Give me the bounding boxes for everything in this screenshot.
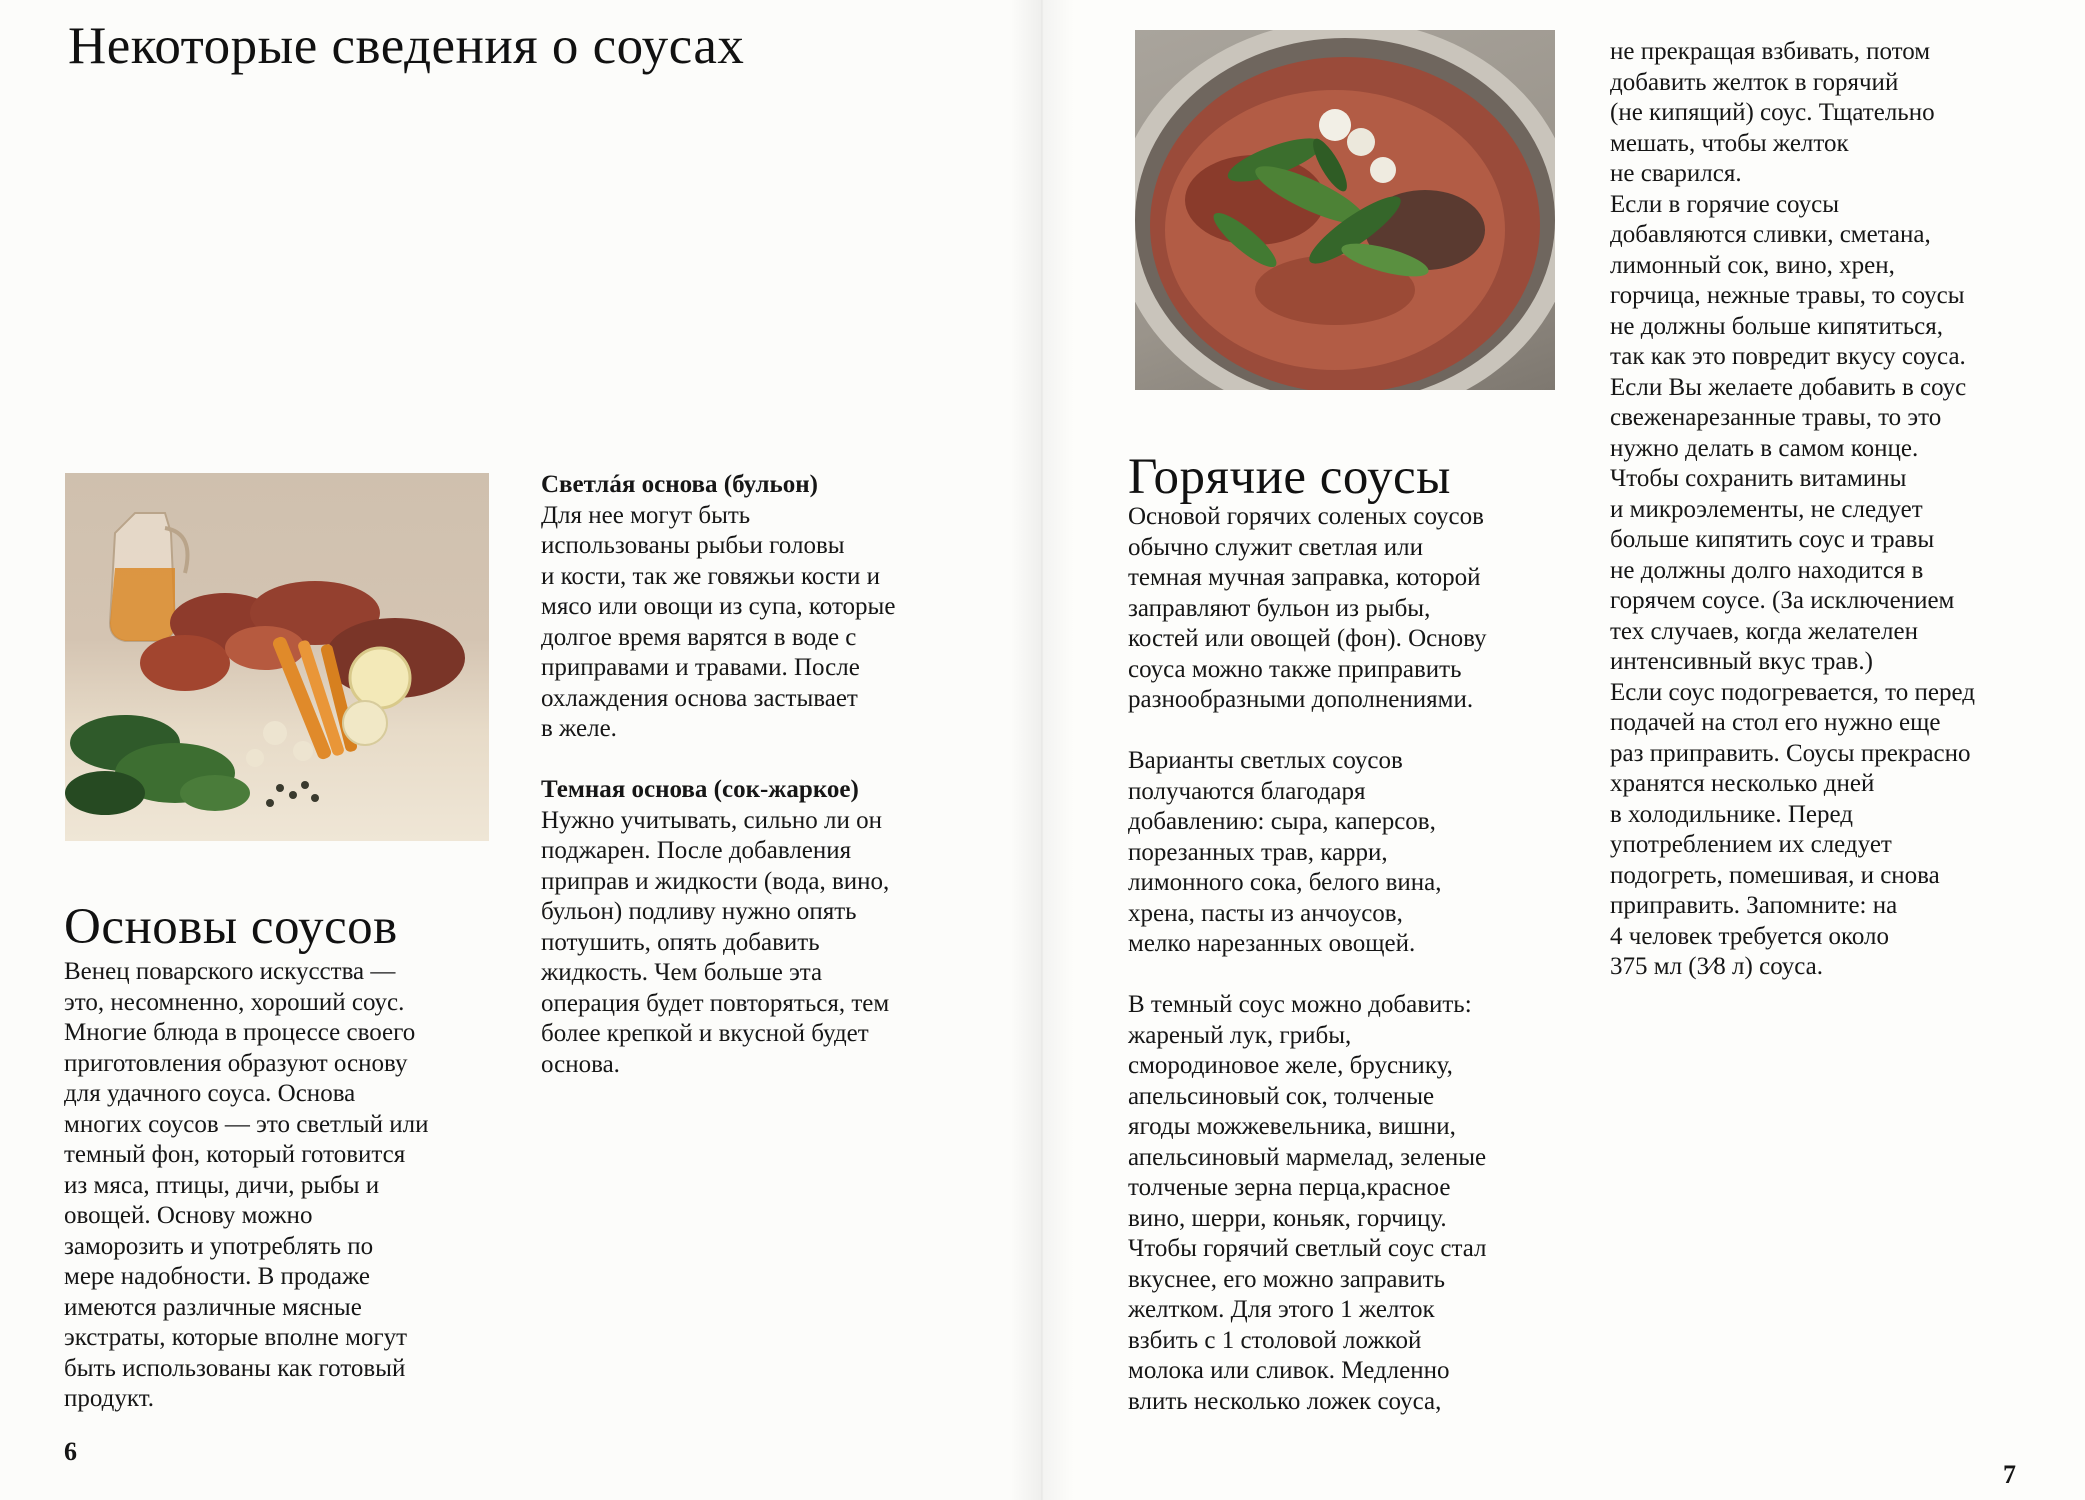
text-line: Нужно учитывать, сильно ли он xyxy=(541,806,883,834)
section-heading-sauce-bases: Основы соусов xyxy=(64,899,398,955)
text-line: приправами и травами. После xyxy=(541,654,860,681)
text-line: не должны больше кипятиться, xyxy=(1610,312,1944,340)
text-line: не прекращая взбивать, потом xyxy=(1610,38,1931,65)
pot-with-stock-photo xyxy=(1135,30,1555,390)
text-line: Варианты светлых соусов xyxy=(1128,747,1403,774)
text-line: толченые зерна перца,красное xyxy=(1128,1174,1451,1201)
right-column-text xyxy=(1610,37,1975,983)
text-line: Если в горячие соусы xyxy=(1610,190,1839,218)
text-line: соуса можно также приправить xyxy=(1128,655,1462,683)
text-line: Чтобы горячий светлый соус стал xyxy=(1128,1235,1487,1262)
text-line: апельсиновый сок, толченые xyxy=(1128,1082,1435,1110)
section-heading-hot-sauces: Горячие соусы xyxy=(1128,449,1451,505)
text-line: взбить с 1 столовой ложкой xyxy=(1128,1326,1422,1354)
text-line: В темный соус можно добавить: xyxy=(1128,991,1472,1018)
text-line: молока или сливок. Медленно xyxy=(1128,1357,1450,1384)
text-line: Если соус подогревается, то перед xyxy=(1610,678,1975,706)
text-line: долгое время варятся в воде с xyxy=(541,623,857,651)
text-line: вино, шерри, коньяк, горчицу. xyxy=(1128,1204,1447,1232)
hot-sauces-text xyxy=(1128,502,1487,1417)
text-line: интенсивный вкус трав.) xyxy=(1610,648,1873,675)
text-line: влить несколько ложек соуса, xyxy=(1128,1387,1442,1415)
sauce-bases-text xyxy=(64,957,429,1415)
text-line: поджарен. После добавления xyxy=(541,837,852,864)
text-line: мелко нарезанных овощей. xyxy=(1128,930,1416,957)
text-line: хрена, пасты из анчоусов, xyxy=(1128,899,1403,927)
light-base-section xyxy=(541,470,895,1080)
text-line: горячем соусе. (За исключением xyxy=(1610,587,1955,614)
text-line: это, несомненно, хороший соус. xyxy=(64,988,405,1016)
text-line: Венец поварского искусства — xyxy=(64,958,396,985)
text-line: Чтобы сохранить витамины xyxy=(1610,465,1907,492)
text-line: темная мучная заправка, которой xyxy=(1128,564,1481,591)
text-line: быть использованы как готовый xyxy=(64,1354,406,1382)
book-gutter xyxy=(1010,0,1074,1500)
text-line: раз приправить. Соусы прекрасно xyxy=(1610,739,1971,767)
text-line: лимонный сок, вино, хрен, xyxy=(1610,251,1895,279)
text-line: порезанных трав, карри, xyxy=(1128,838,1388,866)
text-line: жареный лук, грибы, xyxy=(1128,1021,1352,1049)
text-line: разнообразными дополнениями. xyxy=(1128,686,1474,713)
text-line: продукт. xyxy=(64,1385,154,1412)
text-line: овощей. Основу можно xyxy=(64,1202,313,1229)
text-line: получаются благодаря xyxy=(1128,777,1366,805)
text-line: приправ и жидкости (вода, вино, xyxy=(541,867,890,895)
light-base-heading: Светлáя основа (бульон) xyxy=(541,471,818,498)
sauce-ingredients-photo xyxy=(65,473,489,841)
text-line: экстраты, которые вполне могут xyxy=(64,1324,408,1351)
text-line: (не кипящий) соус. Тщательно xyxy=(1610,99,1935,126)
text-line: желтком. Для этого 1 желток xyxy=(1128,1296,1435,1323)
text-line: тех случаев, когда желателен xyxy=(1610,617,1918,645)
text-line: из мяса, птицы, дичи, рыбы и xyxy=(64,1171,380,1199)
text-line: костей или овощей (фон). Основу xyxy=(1128,625,1487,652)
text-line: ягоды можжевельника, вишни, xyxy=(1128,1113,1456,1140)
text-line: для удачного соуса. Основа xyxy=(64,1080,356,1107)
text-line: основа. xyxy=(541,1050,620,1078)
text-line: апельсиновый мармелад, зеленые xyxy=(1128,1143,1487,1171)
text-line: добавлению: сыра, каперсов, xyxy=(1128,808,1436,835)
text-line: более крепкой и вкусной будет xyxy=(541,1020,869,1047)
text-line: приготовления образуют основу xyxy=(64,1049,408,1077)
text-line: использованы рыбьи головы xyxy=(541,532,845,559)
text-line: темный фон, который готовится xyxy=(64,1141,406,1168)
text-line: Если Вы желаете добавить в соус xyxy=(1610,373,1967,401)
text-line: бульон) подливу нужно опять xyxy=(541,898,857,925)
page-number-left: 6 xyxy=(64,1437,77,1466)
text-line: жидкость. Чем больше эта xyxy=(541,959,823,986)
text-line: горчица, нежные травы, то соусы xyxy=(1610,282,1965,309)
text-line: мясо или овощи из супа, которые xyxy=(541,593,896,620)
page-number-right: 7 xyxy=(2003,1460,2016,1489)
ingredients-illustration xyxy=(65,473,489,841)
text-line: лимонного сока, белого вина, xyxy=(1128,869,1442,896)
text-line: 4 человек требуется около xyxy=(1610,922,1890,950)
text-line: и микроэлементы, не следует xyxy=(1610,495,1923,523)
text-line: многих соусов — это светлый или xyxy=(64,1110,429,1138)
text-line: подогреть, помешивая, и снова xyxy=(1610,861,1940,889)
text-line: в холодильнике. Перед xyxy=(1610,800,1854,828)
text-line: операция будет повторяться, тем xyxy=(541,989,890,1017)
text-line: хранятся несколько дней xyxy=(1610,770,1875,797)
text-line: заморозить и употреблять по xyxy=(64,1232,374,1260)
text-line: нужно делать в самом конце. xyxy=(1610,434,1919,462)
text-line: вкуснее, его можно заправить xyxy=(1128,1265,1445,1293)
text-line: так как это повредит вкусу соуса. xyxy=(1610,343,1966,370)
text-line: употреблением их следует xyxy=(1610,831,1892,858)
text-line: и кости, так же говяжьи кости и xyxy=(541,562,880,590)
text-line: смородиновое желе, бруснику, xyxy=(1128,1052,1453,1079)
text-line: 375 мл (3⁄8 л) соуса. xyxy=(1610,953,1823,980)
text-line: добавляются сливки, сметана, xyxy=(1610,221,1931,248)
text-line: потушить, опять добавить xyxy=(541,928,820,956)
text-line: свеженарезанные травы, то это xyxy=(1610,404,1942,431)
text-line: не должны долго находится в xyxy=(1610,556,1924,584)
page-title: Некоторые сведения о соусах xyxy=(68,17,745,75)
text-line: не сварился. xyxy=(1610,160,1742,187)
text-line: больше кипятить соус и травы xyxy=(1610,526,1935,553)
text-line: Основой горячих соленых соусов xyxy=(1128,503,1484,530)
text-line: приправить. Запомните: на xyxy=(1610,892,1898,919)
text-line: охлаждения основа застывает xyxy=(541,684,858,712)
text-line: мере надобности. В продаже xyxy=(64,1263,371,1290)
text-line: Многие блюда в процессе своего xyxy=(64,1019,416,1046)
text-line: мешать, чтобы желток xyxy=(1610,129,1849,157)
text-line: в желе. xyxy=(541,715,617,742)
text-line: подачей на стол его нужно еще xyxy=(1610,709,1941,736)
text-line: имеются различные мясные xyxy=(64,1293,362,1321)
text-line: заправляют бульон из рыбы, xyxy=(1128,594,1431,622)
pot-illustration xyxy=(1135,30,1555,390)
text-line: добавить желток в горячий xyxy=(1610,68,1899,96)
text-line: Для нее могут быть xyxy=(541,501,751,529)
text-line: обычно служит светлая или xyxy=(1128,533,1423,561)
dark-base-heading: Темная основа (сок-жаркое) xyxy=(541,776,859,803)
